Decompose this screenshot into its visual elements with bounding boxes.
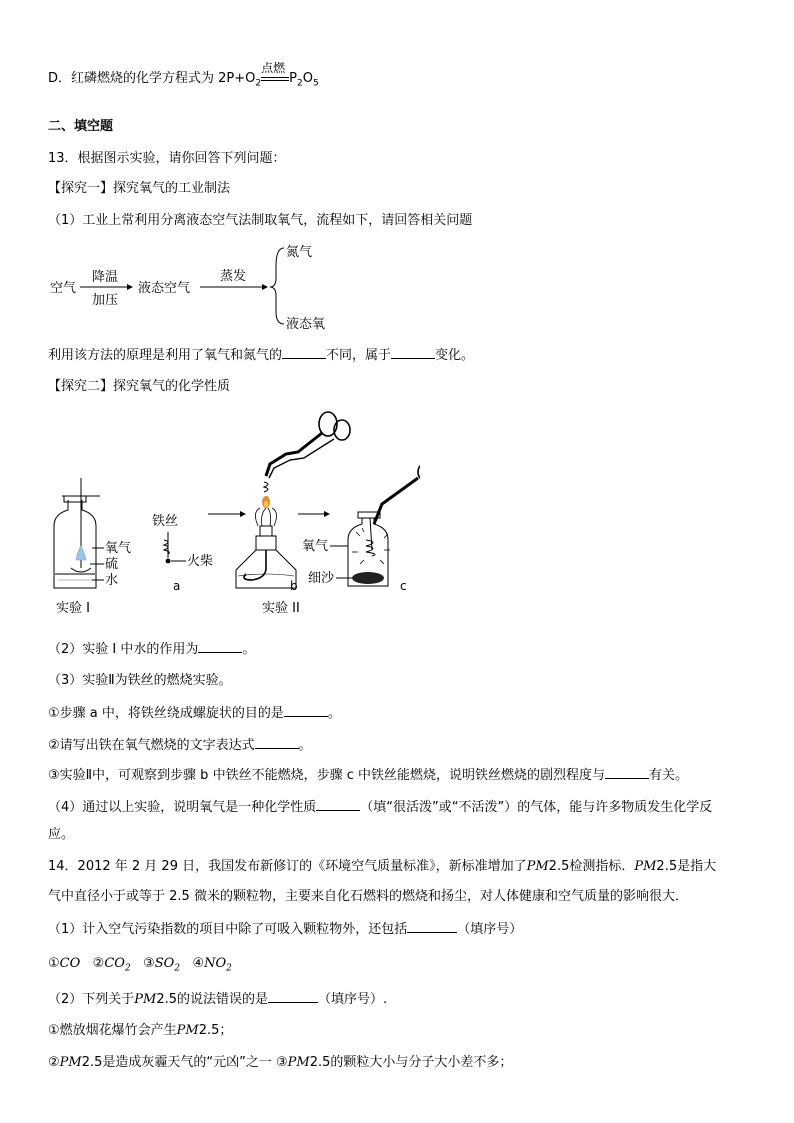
q13-p2: （2）实验 I 中水的作用为 。 bbox=[48, 642, 256, 657]
blank[interactable] bbox=[268, 990, 318, 1003]
flow-out-bottom: 液态氧 bbox=[286, 317, 326, 332]
q13-principle: 利用该方法的原理是利用了氧气和氮气的 不同，属于 变化。 bbox=[48, 348, 475, 363]
flow-out-top: 氮气 bbox=[286, 245, 313, 260]
section-heading: 二、填空题 bbox=[48, 119, 114, 134]
q14-p1: （1）计入空气污染指数的项目中除了可吸入颗粒物外，还包括 （填序号） bbox=[48, 922, 523, 937]
label-match: 火柴 bbox=[187, 554, 214, 569]
q13-s3: ③实验Ⅱ中，可观察到步骤 b 中铁丝不能燃烧，步骤 c 中铁丝能燃烧，说明铁丝燃烧的剧烈程度与 有关。 bbox=[48, 768, 688, 783]
tongs-c-icon bbox=[374, 453, 420, 524]
q13-stem: 13．根据图示实验，请你回答下列问题： bbox=[48, 151, 286, 166]
label-sand: 细沙 bbox=[308, 571, 335, 586]
blank[interactable] bbox=[255, 736, 299, 749]
q14-p2: （2）下列关于PM2.5的说法错误的是 （填序号）. bbox=[48, 992, 388, 1007]
blank[interactable] bbox=[198, 640, 242, 653]
q13-p1: （1）工业上常利用分离液态空气法制取氧气，流程如下，请回答相关问题 bbox=[48, 213, 473, 228]
q14-line2: 气中直径小于或等于 2.5 微米的颗粒物，主要来自化石燃料的燃烧和扬尘，对人体健康和空气质量的影响很大． bbox=[48, 889, 688, 904]
option-d-prefix: D．红磷燃烧的化学方程式为 2P+O bbox=[48, 71, 256, 86]
label-exp2: 实验 II bbox=[262, 601, 300, 616]
reaction-condition: 点燃 bbox=[261, 60, 286, 75]
iron-wire-icon bbox=[164, 532, 186, 563]
jar-exp1 bbox=[54, 478, 104, 588]
experiment-figure bbox=[40, 400, 420, 620]
q13-explore2: 【探究二】探究氧气的化学性质 bbox=[48, 379, 231, 394]
label-iron-wire: 铁丝 bbox=[152, 514, 179, 529]
blank[interactable] bbox=[605, 766, 649, 779]
flow-diagram bbox=[40, 236, 360, 336]
label-exp1: 实验 I bbox=[56, 601, 90, 616]
label-sulfur: 硫 bbox=[105, 557, 119, 572]
q13-p4: （4）通过以上实验，说明氧气是一种化学性质 （填“很活泼”或“不活泼”）的气体，能与许多物质发生化学反 bbox=[48, 800, 713, 815]
label-c: c bbox=[400, 579, 407, 593]
option-d: D．红磷燃烧的化学方程式为 $2P+O_2$ 点燃 $P_2O_5$ bbox=[48, 60, 319, 89]
flow-air: 空气 bbox=[50, 281, 77, 296]
blank[interactable] bbox=[284, 704, 328, 717]
q14-line1: 14．2012 年 2 月 29 日，我国发布新修订的《环境空气质量标准》，新标准增加了PM2.5检测指标．PM2.5是指大 bbox=[48, 859, 717, 874]
q13-s1: ①步骤 a 中，将铁丝绕成螺旋状的目的是 。 bbox=[48, 706, 341, 721]
q13-s2: ②请写出铁在氧气燃烧的文字表达式 。 bbox=[48, 738, 312, 753]
reaction-arrow bbox=[261, 60, 289, 84]
q14-c2: ②PM2.5是造成灰霾天气的“元凶”之一 ③PM2.5的颗粒大小与分子大小差不多； bbox=[48, 1055, 513, 1070]
flow-step2: 蒸发 bbox=[220, 269, 247, 284]
blank[interactable] bbox=[282, 346, 326, 359]
blank[interactable] bbox=[391, 346, 435, 359]
label-oxygen2: 氧气 bbox=[302, 539, 329, 554]
q14-c1: ①燃放烟花爆竹会产生PM2.5； bbox=[48, 1023, 233, 1038]
alcohol-lamp-icon bbox=[236, 496, 296, 588]
sulfur-flame bbox=[76, 546, 86, 560]
tongs-b-icon bbox=[264, 412, 350, 492]
label-a: a bbox=[173, 579, 181, 593]
blank[interactable] bbox=[316, 798, 360, 811]
q13-p3: （3）实验Ⅱ为铁丝的燃烧实验。 bbox=[48, 673, 232, 688]
q13-explore1: 【探究一】探究氧气的工业制法 bbox=[48, 181, 231, 196]
label-oxygen: 氧气 bbox=[105, 541, 132, 556]
jar-exp2 bbox=[330, 512, 390, 586]
q14-options: ①CO $②CO_2$ $③SO_2$ $④NO_2$ bbox=[48, 956, 232, 974]
label-b: b bbox=[290, 579, 298, 593]
q13-p4b: 应。 bbox=[48, 827, 75, 842]
flow-step1-bottom: 加压 bbox=[92, 293, 119, 308]
flow-liquid-air: 液态空气 bbox=[138, 281, 191, 296]
blank[interactable] bbox=[407, 920, 457, 933]
label-water: 水 bbox=[105, 573, 119, 588]
flow-step1-top: 降温 bbox=[92, 270, 119, 285]
